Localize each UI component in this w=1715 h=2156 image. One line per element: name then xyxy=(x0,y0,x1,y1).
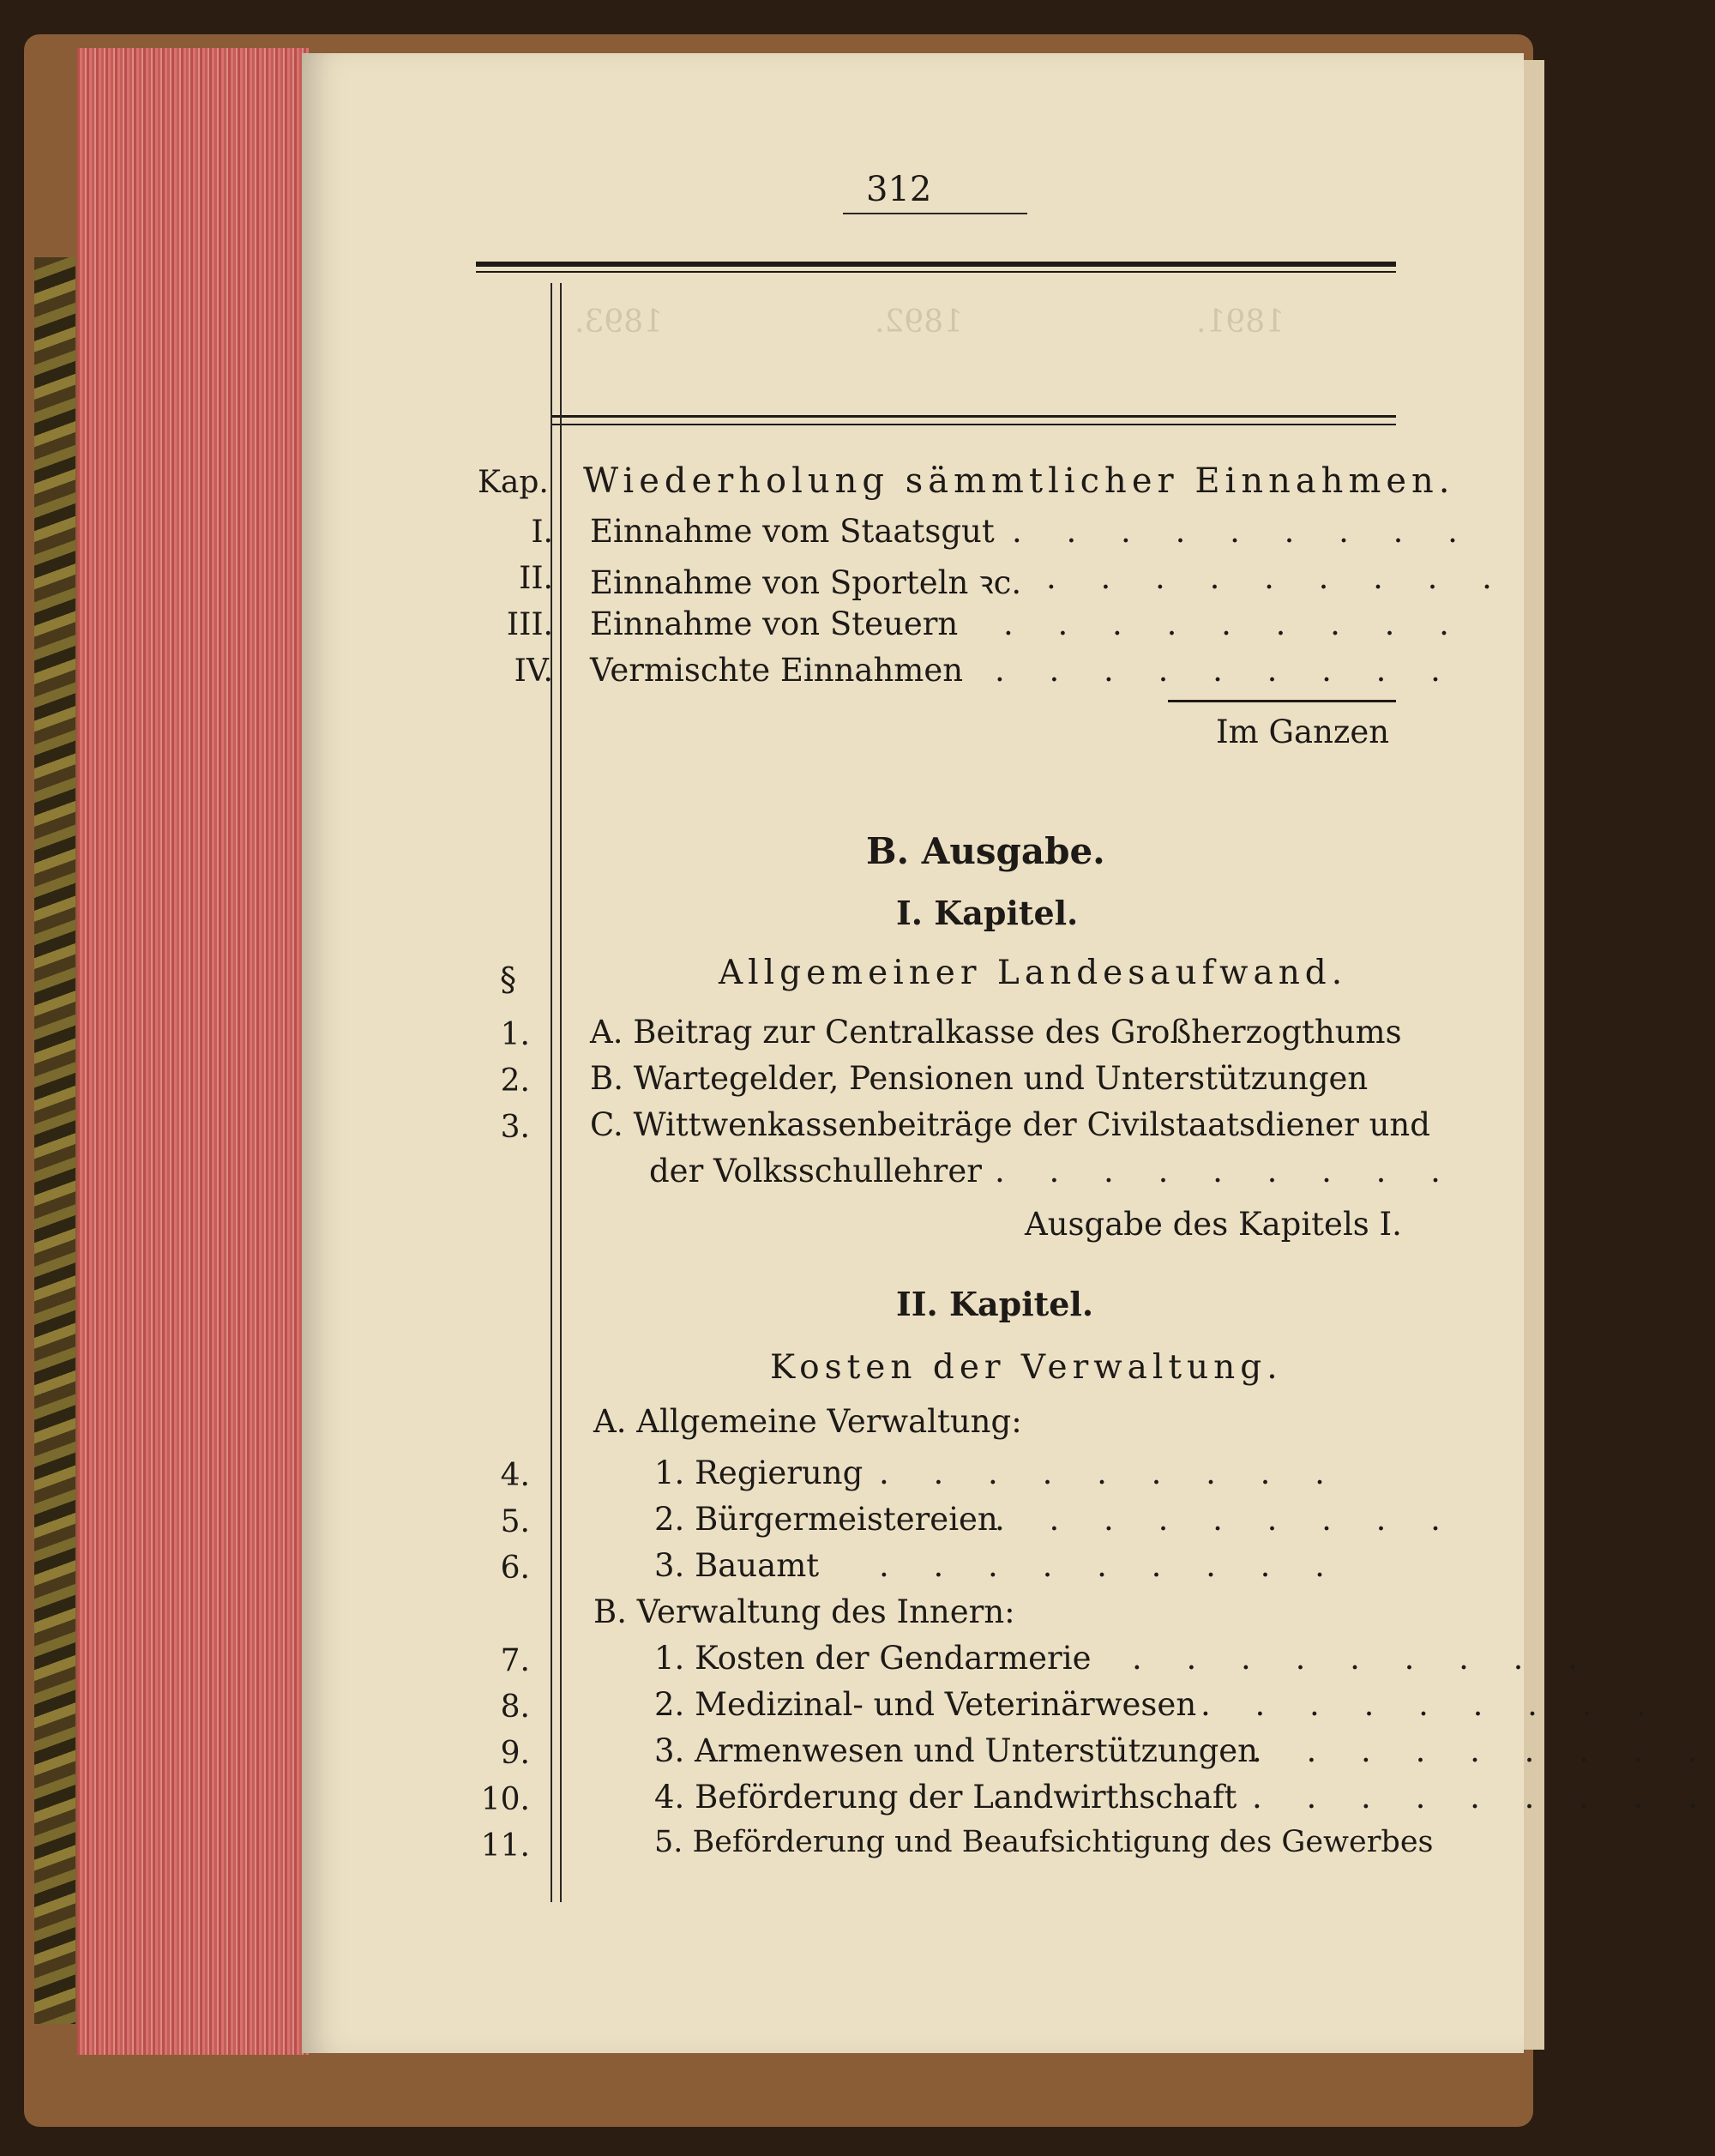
entry-text-continued: der Volksschullehrer xyxy=(649,1153,982,1189)
page-number: 312 xyxy=(866,170,932,209)
item-number: 8. xyxy=(500,1689,530,1725)
entry-text: Vermischte Einnahmen xyxy=(590,652,964,689)
table-top-rule-thin xyxy=(476,271,1396,273)
chapter-total-label: Ausgabe des Kapitels I. xyxy=(1025,1206,1402,1243)
subsection-heading: A. Allgemeine Verwaltung: xyxy=(593,1403,1022,1440)
item-number: 7. xyxy=(500,1643,530,1678)
dot-leader: . . . . . . . . . xyxy=(995,1501,1458,1538)
item-number: 9. xyxy=(500,1736,530,1771)
item-number: 5. xyxy=(500,1504,530,1539)
dot-leader: . . . . . . . . . xyxy=(1200,1686,1664,1723)
entry-text: 1. Regierung xyxy=(654,1454,864,1491)
item-number: 2. xyxy=(500,1063,530,1099)
entry-text: 2. Bürgermeistereien xyxy=(654,1501,998,1538)
header-rule-thin xyxy=(551,424,1396,425)
item-number: 3. xyxy=(500,1110,530,1145)
entry-text: 1. Kosten der Gendarmerie xyxy=(654,1640,1092,1677)
entry-text: 4. Beförderung der Landwirthschaft xyxy=(654,1779,1237,1816)
dot-leader: . . . . . . . . . xyxy=(879,1454,1342,1491)
page-edges xyxy=(77,48,309,2055)
item-number: 10. xyxy=(480,1782,530,1817)
entry-text: Einnahme von Steuern xyxy=(590,605,959,642)
page-number-rule xyxy=(843,213,1027,214)
item-number: 6. xyxy=(500,1551,530,1586)
chapter-title: Kosten der Verwaltung. xyxy=(770,1348,1283,1387)
column-divider xyxy=(560,283,562,1902)
total-label: Im Ganzen xyxy=(1216,714,1390,750)
item-number: 11. xyxy=(480,1828,530,1864)
entry-text: 2. Medizinal- und Veterinärwesen xyxy=(654,1686,1197,1723)
entry-text: 5. Beförderung und Beaufsichtigung des Gewerbes xyxy=(654,1825,1434,1859)
item-number: 1. xyxy=(500,1017,530,1052)
entry-text: Einnahme von Sporteln ꝛc. xyxy=(590,564,1022,601)
dot-leader: . . . . . . . . . xyxy=(1012,513,1475,550)
sum-rule xyxy=(1168,700,1396,702)
chapter-number: I. xyxy=(531,515,553,550)
chapter-title: Allgemeiner Landesaufwand. xyxy=(719,954,1348,992)
section-title: Wiederholung sämmtlicher Einnahmen. xyxy=(583,461,1455,501)
bleed-through: 1891. xyxy=(1196,304,1285,340)
paragraph-sign: § xyxy=(500,961,516,998)
dot-leader: . . . . . . . . . xyxy=(995,652,1458,689)
dot-leader: . . . . . . . . . xyxy=(1252,1779,1715,1816)
bleed-through: 1893. xyxy=(575,304,664,340)
dot-leader: . . . . . . . . . xyxy=(1046,559,1509,596)
entry-text: C. Wittwenkassenbeiträge der Civilstaatsdiener und xyxy=(590,1106,1430,1143)
chapter-number: II. xyxy=(519,561,553,596)
bleed-through: 1892. xyxy=(875,304,964,340)
dot-leader: . . . . . . . . . xyxy=(1132,1640,1595,1677)
header-rule xyxy=(551,415,1396,418)
marbled-spine xyxy=(34,257,75,2024)
entry-text: Einnahme vom Staatsgut xyxy=(590,513,995,550)
entry-text: B. Wartegelder, Pensionen und Unterstützungen xyxy=(590,1060,1369,1097)
dot-leader: . . . . . . . . . xyxy=(879,1547,1342,1584)
item-number: 4. xyxy=(500,1458,530,1493)
kap-label: Kap. xyxy=(478,465,549,500)
chapter-number: III. xyxy=(506,607,553,642)
chapter-number: IV. xyxy=(514,653,553,689)
section-heading: B. Ausgabe. xyxy=(866,830,1105,872)
table-top-rule xyxy=(476,262,1396,267)
entry-text: 3. Bauamt xyxy=(654,1547,820,1584)
entry-text: A. Beitrag zur Centralkasse des Großherzogthums xyxy=(590,1014,1402,1051)
dot-leader: . . . . . . . . . xyxy=(995,1153,1458,1189)
chapter-heading: II. Kapitel. xyxy=(896,1285,1094,1323)
dot-leader: . . . . . . . . . xyxy=(1003,605,1466,642)
entry-text: 3. Armenwesen und Unterstützungen xyxy=(654,1732,1259,1769)
dot-leader: . . . . . . . . . xyxy=(1252,1732,1715,1769)
chapter-heading: I. Kapitel. xyxy=(896,894,1079,932)
subsection-heading: B. Verwaltung des Innern: xyxy=(593,1593,1015,1630)
